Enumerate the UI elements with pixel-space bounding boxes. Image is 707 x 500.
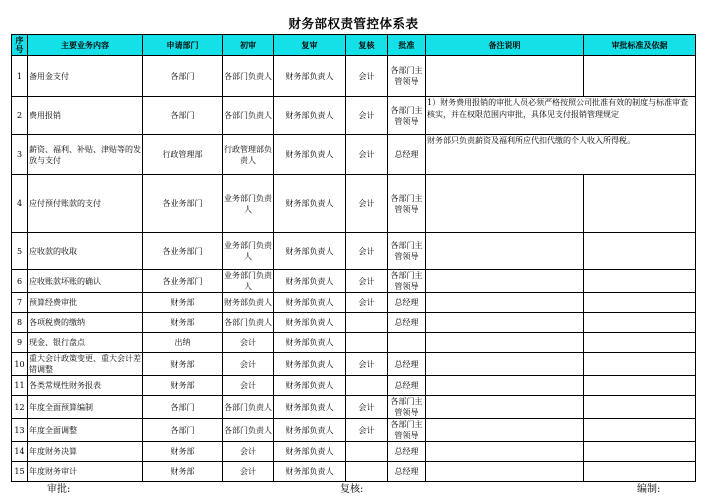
review-cell: 财务部负责人 [274, 396, 346, 419]
seq-cell: 3 [12, 135, 28, 175]
review-cell: 财务部负责人 [274, 376, 346, 396]
seq-cell: 10 [12, 353, 28, 376]
standard-cell [584, 419, 696, 442]
review-cell: 财务部负责人 [274, 353, 346, 376]
business-cell: 年度财务审计 [28, 462, 143, 482]
approve-cell: 总经理 [388, 293, 426, 313]
approve-cell: 各部门主管领导 [388, 396, 426, 419]
initial-cell: 各部门负责人 [223, 419, 274, 442]
approve-cell [388, 333, 426, 353]
review-cell: 财务部负责人 [274, 135, 346, 175]
header-business: 主要业务内容 [28, 35, 143, 56]
footer-approval: 审批: [47, 484, 71, 495]
approve-cell: 各部门主管领导 [388, 175, 426, 233]
table-row [12, 270, 696, 293]
standard-cell [584, 353, 696, 376]
business-cell: 应收款的收取 [28, 233, 143, 270]
dept-cell: 各部门 [143, 56, 223, 97]
recheck-cell [346, 462, 388, 482]
recheck-cell [346, 313, 388, 333]
standard-cell [584, 376, 696, 396]
initial-cell: 行政管理部负责人 [223, 135, 274, 175]
note-cell [426, 233, 584, 270]
table-row [12, 313, 696, 333]
review-cell: 财务部负责人 [274, 97, 346, 135]
business-cell: 各类常规性财务报表 [28, 376, 143, 396]
standard-cell [584, 313, 696, 333]
header-notes: 备注说明 [426, 35, 584, 56]
dept-cell: 各部门 [143, 97, 223, 135]
approve-cell: 各部门主管领导 [388, 233, 426, 270]
note-cell: 1）财务费用报销的审批人员必须严格按照公司批准有效的制度与标准审查核实，并在权限范围内审批，具体见支付报销管理规定 [426, 97, 696, 135]
recheck-cell: 会计 [346, 175, 388, 233]
table-row [12, 376, 696, 396]
dept-cell: 财务部 [143, 462, 223, 482]
table-row [12, 419, 696, 442]
dept-cell: 财务部 [143, 353, 223, 376]
table-row [12, 97, 696, 135]
initial-cell: 业务部门负责人 [223, 233, 274, 270]
header-standard: 审批标准及依据 [584, 35, 696, 56]
note-cell [426, 270, 584, 293]
table-row [12, 396, 696, 419]
recheck-cell: 会计 [346, 419, 388, 442]
note-cell [426, 313, 584, 333]
note-cell [426, 419, 584, 442]
table-row [12, 233, 696, 270]
footer-recheck: 复核: [340, 484, 364, 495]
initial-cell: 各部门负责人 [223, 396, 274, 419]
review-cell: 财务部负责人 [274, 175, 346, 233]
dept-cell: 财务部 [143, 293, 223, 313]
initial-cell: 会计 [223, 442, 274, 462]
review-cell: 财务部负责人 [274, 462, 346, 482]
recheck-cell: 会计 [346, 233, 388, 270]
note-cell [426, 175, 584, 233]
table-row [12, 462, 696, 482]
table-row [12, 353, 696, 376]
seq-cell: 4 [12, 175, 28, 233]
seq-cell: 9 [12, 333, 28, 353]
recheck-cell [346, 442, 388, 462]
table-row [12, 56, 696, 97]
dept-cell: 财务部 [143, 442, 223, 462]
recheck-cell: 会计 [346, 56, 388, 97]
recheck-cell: 会计 [346, 293, 388, 313]
seq-cell: 15 [12, 462, 28, 482]
business-cell: 费用报销 [28, 97, 143, 135]
seq-cell: 2 [12, 97, 28, 135]
initial-cell: 业务部门负责人 [223, 175, 274, 233]
dept-cell: 财务部 [143, 376, 223, 396]
dept-cell: 各部门 [143, 419, 223, 442]
dept-cell: 各业务部门 [143, 270, 223, 293]
standard-cell [584, 293, 696, 313]
initial-cell: 会计 [223, 333, 274, 353]
header-review: 复审 [274, 35, 346, 56]
recheck-cell [346, 333, 388, 353]
review-cell: 财务部负责人 [274, 419, 346, 442]
business-cell: 预算经费审批 [28, 293, 143, 313]
note-cell [426, 56, 584, 97]
seq-cell: 13 [12, 419, 28, 442]
table-row [12, 175, 696, 233]
business-cell: 年度全面预算编制 [28, 396, 143, 419]
initial-cell: 会计 [223, 353, 274, 376]
initial-cell: 各部门负责人 [223, 56, 274, 97]
dept-cell: 行政管理部 [143, 135, 223, 175]
business-cell: 各项税费的缴纳 [28, 313, 143, 333]
seq-cell: 5 [12, 233, 28, 270]
initial-cell: 财务部负责人 [223, 293, 274, 313]
initial-cell: 会计 [223, 376, 274, 396]
dept-cell: 财务部 [143, 313, 223, 333]
approve-cell: 各部门主管领导 [388, 419, 426, 442]
note-cell [426, 442, 584, 462]
business-cell: 年度财务决算 [28, 442, 143, 462]
seq-cell: 1 [12, 56, 28, 97]
business-cell: 薪资、福利、补贴、津贴等的发放与支付 [28, 135, 143, 175]
standard-cell [584, 175, 696, 233]
review-cell: 财务部负责人 [274, 56, 346, 97]
page-title: 财务部权责管控体系表 [288, 16, 419, 31]
dept-cell: 各业务部门 [143, 233, 223, 270]
standard-cell [584, 56, 696, 97]
approve-cell: 总经理 [388, 442, 426, 462]
standard-cell [584, 333, 696, 353]
recheck-cell: 会计 [346, 396, 388, 419]
standard-cell [584, 396, 696, 419]
standard-cell [584, 270, 696, 293]
note-cell: 财务部只负责薪资及福利所应代扣代缴的个人收入所得税。 [426, 135, 696, 175]
table-row [12, 442, 696, 462]
business-cell: 应收账款坏账的确认 [28, 270, 143, 293]
standard-cell [584, 233, 696, 270]
note-cell [426, 396, 584, 419]
seq-cell: 8 [12, 313, 28, 333]
approve-cell: 总经理 [388, 353, 426, 376]
business-cell: 现金、银行盘点 [28, 333, 143, 353]
note-cell [426, 462, 584, 482]
initial-cell: 业务部门负责人 [224, 271, 272, 291]
seq-cell: 7 [12, 293, 28, 313]
footer-editor: 编制: [637, 484, 661, 495]
recheck-cell: 会计 [346, 135, 388, 175]
review-cell: 财务部负责人 [274, 293, 346, 313]
approve-cell: 各部门主管领导 [388, 97, 426, 135]
seq-cell: 11 [12, 376, 28, 396]
seq-cell: 14 [12, 442, 28, 462]
business-cell: 备用金支付 [28, 56, 143, 97]
dept-cell: 出纳 [143, 333, 223, 353]
header-recheck: 复核 [346, 35, 388, 56]
seq-cell: 6 [12, 270, 28, 293]
recheck-cell: 会计 [346, 270, 388, 293]
review-cell: 财务部负责人 [274, 270, 346, 293]
note-cell [426, 376, 584, 396]
header-seq: 序号 [12, 35, 28, 56]
recheck-cell: 会计 [346, 353, 388, 376]
note-cell [426, 293, 584, 313]
dept-cell: 各部门 [143, 396, 223, 419]
approve-cell: 各部门主管领导 [388, 270, 426, 293]
approve-cell: 总经理 [388, 135, 426, 175]
dept-cell: 各业务部门 [143, 175, 223, 233]
initial-cell: 各部门负责人 [223, 313, 274, 333]
business-cell: 重大会计政策变更、重大会计差错调整 [29, 354, 141, 374]
note-cell [426, 333, 584, 353]
initial-cell: 会计 [223, 462, 274, 482]
business-cell: 年度全面调整 [28, 419, 143, 442]
business-cell: 应付预付账款的支付 [28, 175, 143, 233]
recheck-cell [346, 376, 388, 396]
approve-cell: 总经理 [388, 462, 426, 482]
review-cell: 财务部负责人 [274, 442, 346, 462]
seq-cell: 12 [12, 396, 28, 419]
table-row [12, 333, 696, 353]
review-cell: 财务部负责人 [274, 313, 346, 333]
standard-cell [584, 462, 696, 482]
header-initial: 初审 [223, 35, 274, 56]
header-approve: 批准 [388, 35, 426, 56]
recheck-cell: 会计 [346, 97, 388, 135]
note-cell [426, 353, 584, 376]
review-cell: 财务部负责人 [274, 333, 346, 353]
approve-cell: 总经理 [388, 376, 426, 396]
approve-cell: 各部门主管领导 [388, 56, 426, 97]
header-dept: 申请部门 [143, 35, 223, 56]
table-row [12, 135, 696, 175]
responsibility-table [11, 34, 696, 482]
review-cell: 财务部负责人 [274, 233, 346, 270]
initial-cell: 各部门负责人 [223, 97, 274, 135]
header-row [12, 35, 696, 56]
approve-cell: 总经理 [388, 313, 426, 333]
standard-cell [584, 442, 696, 462]
table-row [12, 293, 696, 313]
